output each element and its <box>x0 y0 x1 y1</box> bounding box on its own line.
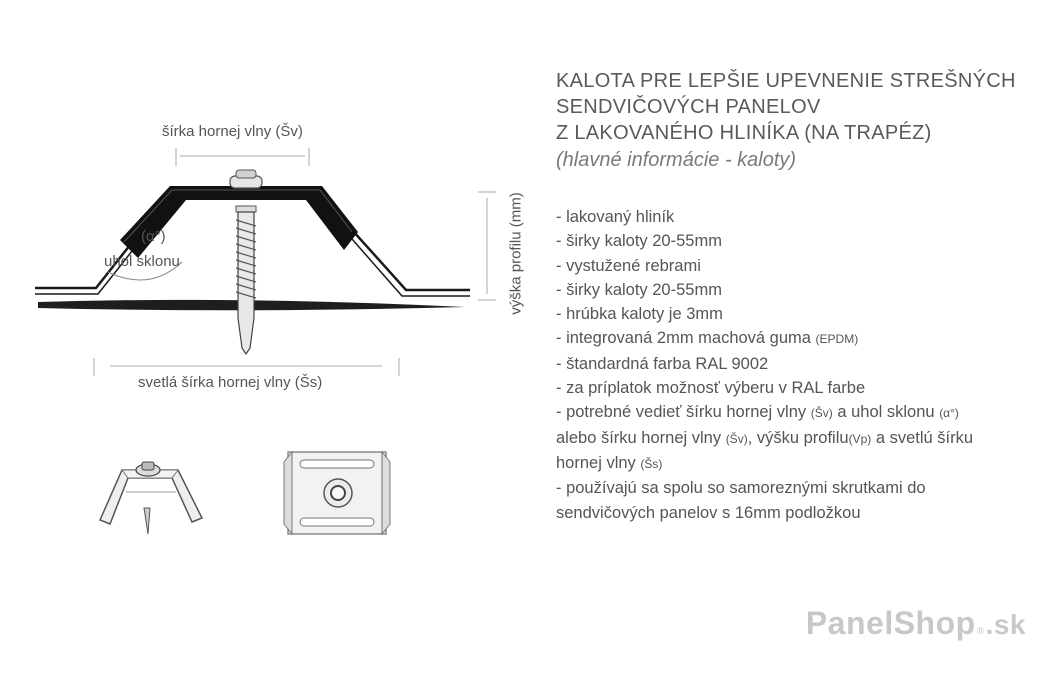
title-block <box>556 68 1036 174</box>
bottom-width-label: svetlá šírka hornej vlny (Šs) <box>138 374 323 391</box>
feature-item: - štandardná farba RAL 9002 <box>556 354 769 373</box>
feature-list <box>556 205 1046 525</box>
angle-label: uhol sklonu <box>104 253 180 270</box>
kalota-side-photo <box>92 448 212 538</box>
brand-logo: PanelShop®.sk <box>805 605 1026 641</box>
title-line-1: KALOTA PRE LEPŠIE UPEVNENIE STREŠNÝCH <box>556 70 1016 92</box>
cross-section-diagram <box>0 110 520 510</box>
height-dimension <box>478 192 496 300</box>
feature-item: - širky kaloty 20-55mm <box>556 232 722 251</box>
top-width-dimension <box>176 148 309 166</box>
feature-item: - hrúbka kaloty je 3mm <box>556 305 723 324</box>
feature-item: - za príplatok možnosť výberu v RAL farbe <box>556 379 866 398</box>
feature-item: - integrovaná 2mm machová guma (EPDM) <box>556 329 859 348</box>
feature-item: - vystužené rebrami <box>556 256 701 275</box>
feature-item: sendvičových panelov s 16mm podložkou <box>556 503 861 522</box>
subtitle: (hlavné informácie - kaloty) <box>556 149 797 171</box>
top-width-label: šírka hornej vlny (Šv) <box>162 123 303 140</box>
angle-symbol: (α°) <box>141 228 166 245</box>
feature-item: - lakovaný hliník <box>556 208 675 226</box>
title-line-2: SENDVIČOVÝCH PANELOV <box>556 96 821 118</box>
kalota-top-photo <box>282 448 394 538</box>
height-label: výška profilu (mm) <box>507 192 525 315</box>
feature-item: - potrebné vedieť šírku hornej vlny (Šv) a uhol sklonu (α°) alebo šírku hornej vlny (Šv), výšku profilu(Vp) a svetlú šírku hornej vlny (Šs) <box>556 403 974 472</box>
feature-item: - širky kaloty 20-55mm <box>556 280 722 299</box>
title-line-3: Z LAKOVANÉHO HLINÍKA (NA TRAPÉZ) <box>556 122 932 144</box>
feature-item: - používajú sa spolu so samoreznými skrutkami do <box>556 479 926 498</box>
